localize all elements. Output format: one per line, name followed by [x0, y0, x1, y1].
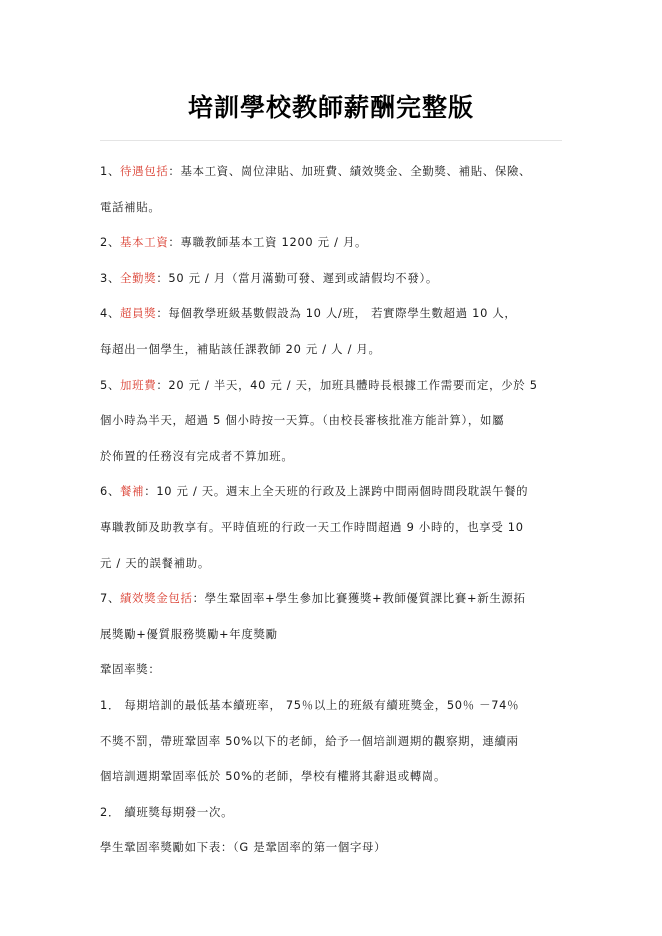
text-line: [100, 445, 575, 481]
text-line: [100, 587, 575, 623]
text-line: [100, 374, 575, 410]
item-number: 3、: [100, 270, 121, 285]
item-heading: 績效獎金包括: [120, 591, 193, 606]
text-line: [100, 658, 575, 694]
item-heading: 基本工資: [120, 235, 169, 250]
item-number: 7、: [100, 591, 121, 606]
text-line: [100, 801, 575, 837]
text-line: [100, 730, 575, 766]
text-line: [100, 480, 575, 516]
item-text: 學生鞏固率獎勵如下表：（G 是鞏固率的第一個字母）: [100, 840, 387, 855]
item-heading: 餐補: [120, 484, 145, 499]
item-text: 於佈置的任務沒有完成者不算加班。: [100, 448, 294, 463]
text-line: [100, 196, 575, 232]
text-line: [100, 160, 575, 196]
item-number: 4、: [100, 306, 121, 321]
item-number: 5、: [100, 377, 121, 392]
item-text: 1． 每期培訓的最低基本續班率， 75％以上的班級有續班獎金，50％ －74％: [100, 697, 520, 712]
item-text: 個小時為半天，超過 5 個小時按一天算。（由校長審核批准方能計算），如屬: [100, 413, 505, 428]
text-line: [100, 231, 575, 267]
item-heading: 全勤獎: [120, 270, 157, 285]
item-text: 電話補貼。: [100, 199, 161, 214]
item-text: 展獎勵+優質服務獎勵+年度獎勵: [100, 626, 278, 641]
item-text: ：每個教學班級基數假設為 10 人/班， 若實際學生數超過 10 人，: [156, 306, 517, 321]
text-line: [100, 694, 575, 730]
text-line: [100, 765, 575, 801]
text-line: [100, 267, 575, 303]
document-title: 培訓學校教師薪酬完整版: [187, 93, 474, 122]
item-text: 2． 續班獎每期發一次。: [100, 804, 234, 819]
item-number: 1、: [100, 164, 121, 178]
title-divider: [100, 140, 562, 141]
text-line: [100, 409, 575, 445]
text-line: [100, 516, 575, 552]
item-text: ：10 元 / 天。週末上全天班的行政及上課跨中間兩個時間段耽誤午餐的: [144, 484, 529, 499]
item-text: 不獎不罰，帶班鞏固率 50%以下的老師，給予一個培訓週期的觀察期，連續兩: [100, 733, 519, 748]
item-number: 6、: [100, 484, 121, 499]
text-line: [100, 836, 575, 872]
item-text: ：學生鞏固率+學生參加比賽獲獎+教師優質課比賽+新生源拓: [192, 591, 526, 606]
item-number: 2、: [100, 235, 121, 250]
item-text: 每超出一個學生，補貼該任課教師 20 元 / 人 / 月。: [100, 341, 381, 356]
item-heading: 超員獎: [120, 306, 157, 321]
item-text: 專職教師及助教享有。平時值班的行政一天工作時間超過 9 小時的，也享受 10: [100, 519, 524, 534]
item-text: ：專職教師基本工資 1200 元 / 月。: [168, 235, 368, 250]
item-text: 個培訓週期鞏固率低於 50%的老師，學校有權將其辭退或轉崗。: [100, 769, 447, 784]
text-line: [100, 623, 575, 659]
text-line: [100, 302, 575, 338]
item-text: 鞏固率獎：: [100, 662, 161, 677]
document-body: [100, 160, 575, 872]
text-line: [100, 552, 575, 588]
item-text: ：20 元 / 半天，40 元 / 天，加班具體時長根據工作需要而定，少於 5: [156, 377, 538, 392]
item-text: ：基本工資、崗位津貼、加班費、績效獎金、全勤獎、補貼、保險、: [168, 164, 532, 178]
item-text: 元 / 天的誤餐補助。: [100, 555, 210, 570]
item-heading: 待遇包括: [120, 164, 169, 178]
item-text: ：50 元 / 月（當月滿勤可發、遲到或請假均不發）。: [156, 270, 438, 285]
text-line: [100, 338, 575, 374]
item-heading: 加班費: [120, 377, 157, 392]
